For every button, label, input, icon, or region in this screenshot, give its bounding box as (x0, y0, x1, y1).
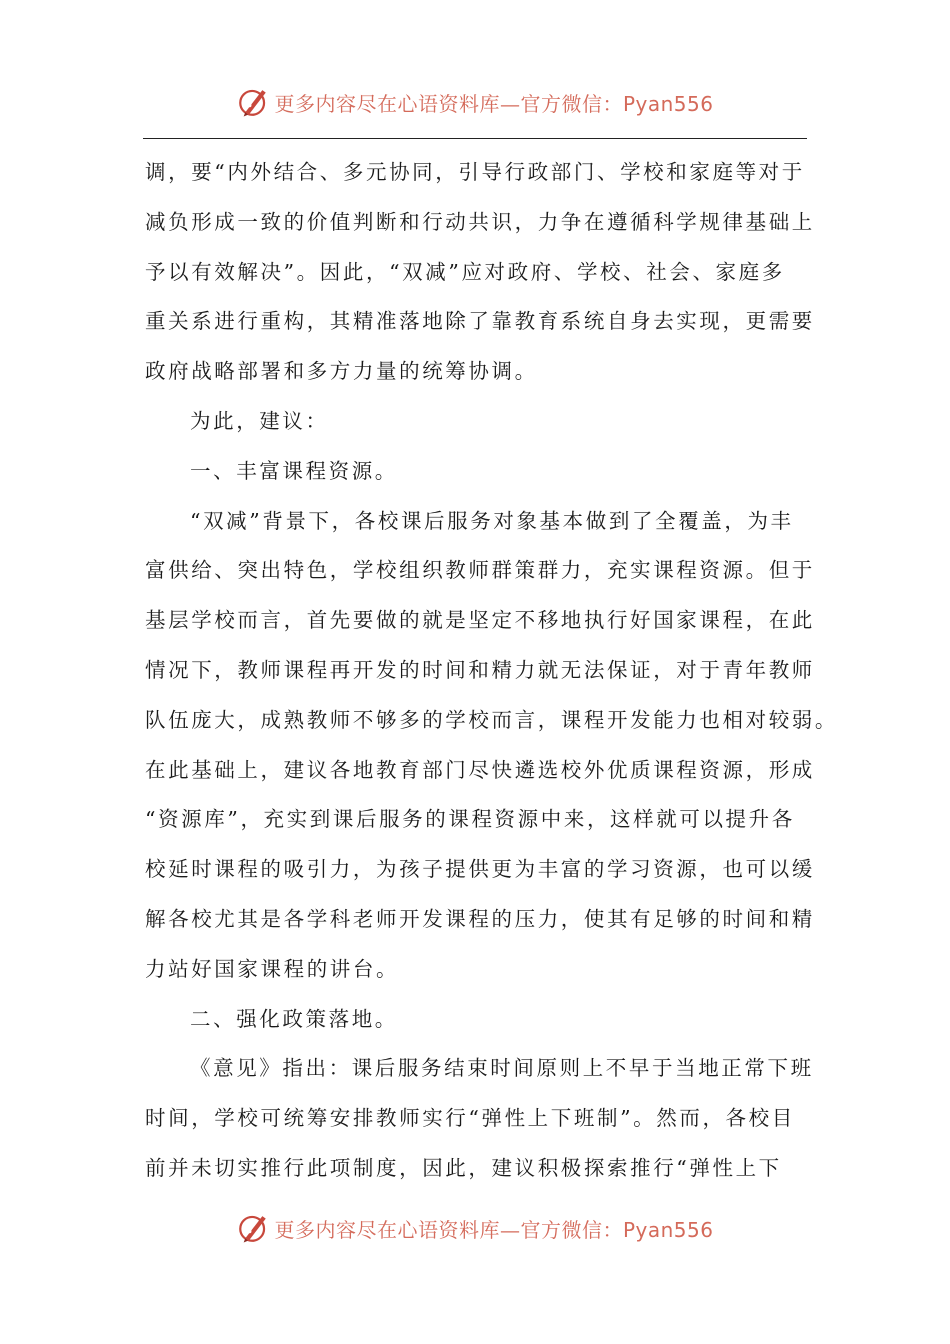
body-line: 力站好国家课程的讲台。 (145, 956, 400, 981)
body-line: 时间，学校可统筹安排教师实行“弹性上下班制”。然而，各校目 (145, 1106, 795, 1131)
pen-logo-icon (236, 1211, 270, 1245)
body-line: 解各校尤其是各学科老师开发课程的压力，使其有足够的时间和精 (145, 906, 815, 931)
body-line: 富供给、突出特色，学校组织教师群策群力，充实课程资源。但于 (145, 558, 815, 583)
body-line: 重关系进行重构，其精准落地除了靠教育系统自身去实现，更需要 (145, 309, 815, 334)
body-line: 减负形成一致的价值判断和行动共识，力争在遵循科学规律基础上 (145, 209, 815, 234)
body-line: “双减”背景下，各校课后服务对象基本做到了全覆盖，为丰 (190, 508, 794, 533)
body-line: 情况下，教师课程再开发的时间和精力就无法保证，对于青年教师 (145, 657, 815, 682)
body-line: 校延时课程的吸引力，为孩子提供更为丰富的学习资源，也可以缓 (145, 857, 815, 882)
footer-banner-lead: 更多内容尽在心语资料库— (274, 1217, 521, 1242)
body-line: 为此，建议： (190, 408, 329, 433)
body-line: 基层学校而言，首先要做的就是坚定不移地执行好国家课程，在此 (145, 608, 815, 633)
header-banner-lead: 更多内容尽在心语资料库— (274, 91, 521, 116)
body-line: 一、丰富课程资源。 (190, 458, 398, 483)
footer-banner (0, 1208, 950, 1248)
header-banner (0, 82, 950, 122)
body-line: 予以有效解决”。因此，“双减”应对政府、学校、社会、家庭多 (145, 259, 785, 284)
body-line: 政府战略部署和多方力量的统筹协调。 (145, 359, 538, 384)
header-banner-tail: 官方微信：Pyan556 (520, 91, 714, 116)
body-line: 在此基础上，建议各地教育部门尽快遴选校外优质课程资源，形成 (145, 757, 815, 782)
header-divider (143, 138, 807, 139)
body-line: “资源库”，充实到课后服务的课程资源中来，这样就可以提升各 (145, 807, 795, 832)
body-line: 二、强化政策落地。 (190, 1006, 398, 1031)
document-body (145, 148, 838, 1194)
pen-logo-icon (236, 85, 270, 119)
body-line: 调，要“内外结合、多元协同，引导行政部门、学校和家庭等对于 (145, 160, 805, 184)
body-line: 前并未切实推行此项制度，因此，建议积极探索推行“弹性上下 (145, 1155, 782, 1180)
footer-banner-tail: 官方微信：Pyan556 (520, 1217, 714, 1242)
body-line: 队伍庞大，成熟教师不够多的学校而言，课程开发能力也相对较弱。 (145, 707, 838, 732)
body-line: 《意见》指出：课后服务结束时间原则上不早于当地正常下班 (190, 1056, 814, 1081)
